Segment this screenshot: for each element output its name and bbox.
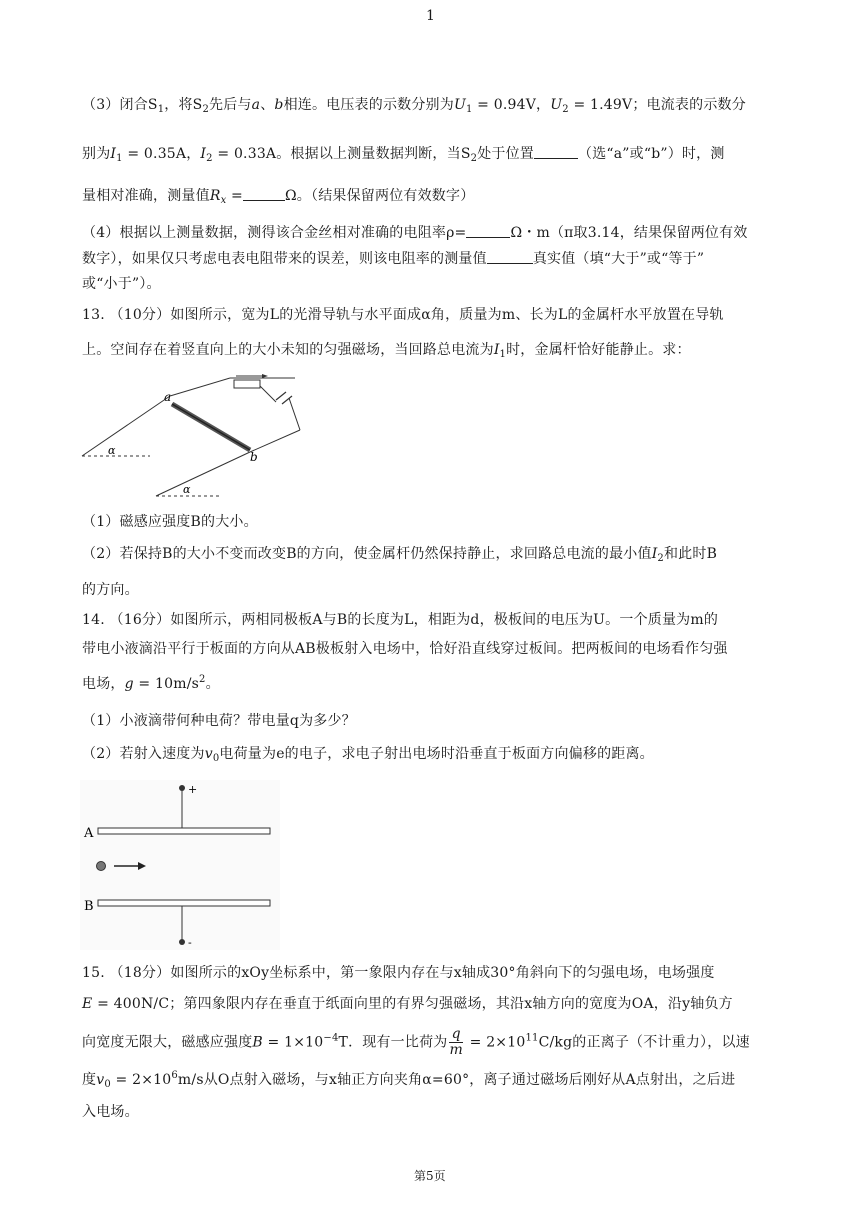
q13-p2-a: （2）若保持B的大小不变而改变B的方向，使金属杆仍然保持静止，求回路总电流的最小值 [82,546,652,562]
charge-mass-fraction [449,1027,462,1058]
q12-sub: 2 [562,104,569,115]
rheostat-arrow [262,374,268,378]
q15-sub: 0 [104,1079,111,1090]
q12-l3-c: Ω。（结果保留两位有效数字） [285,188,475,204]
q15-l3-c: T．现有一比荷为 [338,1034,448,1051]
q12-l3-a: 量相对准确，测量值 [82,188,210,204]
q12-sub: 2 [202,104,210,115]
droplet [97,862,106,871]
label-b: b [250,450,258,464]
q13-l2-b: 时，金属杆恰好能静止。求： [506,342,691,358]
answer-blank[interactable] [243,188,285,201]
q12-line-4 [82,222,748,242]
q12-i1-val: = 0.35A， [122,146,201,162]
q12-line-2 [82,143,725,164]
q13-sub: 2 [657,553,664,564]
q12-i2: I [200,146,207,162]
q13-part-2 [82,543,717,564]
q12-rx: R [209,188,221,204]
circuit-wire [289,398,300,430]
q14-sup: 2 [199,674,206,685]
q15-l3-e: C/kg的正离子（不计重力），以速 [538,1034,750,1051]
q15-v0: v [96,1072,105,1088]
q12-sub: 1 [465,104,473,115]
q12-sub-x: x [220,195,227,206]
q12-u1-val: = 0.94V， [472,97,551,113]
q15-sup: 11 [525,1032,539,1044]
q15-e: E [82,996,93,1012]
q15-line-3 [82,1027,750,1058]
q12-sub: 1 [157,104,165,115]
q15-l4-c: m/s从O点射入磁场，与x轴正方向夹角α=60°，离子通过磁场后刚好从A点射出，之后进 [177,1072,736,1088]
q15-line-5: 入电场。 [82,1104,139,1120]
q12-l1-c: 先后与 [209,97,252,113]
q12-line-3 [82,185,474,206]
q14-l3-c: = 10m/s [133,676,200,692]
q13-l2-a: 上。空间存在着竖直向上的大小未知的匀强磁场，当回路总电流为 [82,342,494,358]
q14-part-2 [82,743,654,764]
page-footer: 第5页 [414,1169,446,1183]
q14-p2-b: 电荷量为e的电子，求电子射出电场时沿垂直于板面方向偏移的距离。 [219,746,654,762]
q12-l4-b: Ω・m（π取3.14，结果保留两位有效 [510,225,748,241]
q12-l4-a: （4）根据以上测量数据，测得该合金丝相对准确的电阻率ρ= [82,225,467,241]
fraction-denominator: m [449,1042,463,1058]
q12-line-5 [82,248,704,268]
q12-u2-val: = 1.49V；电流表的示数分 [568,97,746,113]
q13-sub: 1 [499,349,507,360]
q12-l3-b: = [226,188,243,204]
q15-l3-b: = 1×10 [262,1034,324,1051]
q12-l1-f: b [274,97,284,113]
answer-blank[interactable] [487,251,533,264]
negative-terminal [179,939,185,945]
fraction-numerator: q [449,1027,462,1043]
q14-p2-a: （2）若射入速度为 [82,746,205,762]
alpha-label: α [183,483,191,496]
q12-l1-b: ，将S [164,97,203,113]
label-plate-b: B [84,899,94,914]
parallel-plates-figure [80,780,280,950]
q15-sup: −4 [323,1032,339,1044]
q15-l4-b: = 2×10 [110,1072,172,1088]
plate-a [98,828,270,834]
q14-sub: 0 [212,753,220,764]
q12-u1: U [453,97,466,113]
q15-line-4 [82,1069,735,1090]
q15-b: B [252,1034,263,1051]
q14-l3-a: 电场， [82,676,125,692]
q13-line-1: 13. （10分）如图所示，宽为L的光滑导轨与水平面成α角，质量为m、长为L的金属杆水平放置在导轨 [82,307,724,323]
q12-l2-a: 别为 [82,146,111,162]
bottom-rail [156,452,250,496]
q12-l1-d: a [251,97,261,113]
q13-part-2-cont: 的方向。 [82,582,139,598]
bottom-wire [250,430,300,452]
rheostat [234,380,260,388]
figure-background [80,780,280,950]
plus-sign: + [188,783,198,796]
alpha-label: α [108,444,116,457]
q15-line-1: 15. （18分）如图所示的xOy坐标系中，第一象限内存在与x轴成30°角斜向下的匀强电场，电场强度 [82,965,715,981]
label-plate-a: A [84,826,94,841]
q13-line-2 [82,339,691,360]
q13-i1: I [493,342,500,358]
q12-u2: U [550,97,563,113]
q12-sub: 1 [116,153,123,164]
q12-line-6: 或“小于”）。 [82,276,161,292]
q12-l1-a: （3）闭合S [82,97,158,113]
label-a: a [164,390,172,404]
q12-line-1 [82,94,746,115]
q13-i2: I [651,546,658,562]
circuit-wire [260,386,276,402]
plate-b [98,900,270,906]
q12-l2-b: 处于位置 [477,146,534,162]
q13-p2-b: 和此时B [663,546,718,562]
q15-l3-a: 向宽度无限大，磁感应强度 [82,1034,253,1051]
q12-i1: I [110,146,117,162]
answer-blank[interactable] [534,146,578,159]
q12-l5-a: 数字），如果仅只考虑电表电阻带来的误差，则该电阻率的测量值 [82,251,487,267]
q15-l2-b: = 400N/C；第四象限内存在垂直于纸面向里的有界匀强磁场，其沿x轴方向的宽度为OA，沿y轴负方 [92,996,733,1012]
battery-plate [276,392,286,400]
answer-blank[interactable] [466,225,510,238]
q12-l5-b: 真实值（填“大于”或“等于” [532,251,705,267]
minus-sign: - [188,936,192,949]
q14-v0: v [204,746,213,762]
incline-rail-figure [80,374,310,500]
positive-terminal [179,785,185,791]
q14-line-3 [82,673,220,693]
q14-l3-d: 。 [205,676,220,692]
page-number-top: 1 [426,8,435,24]
q15-line-2 [82,993,733,1013]
top-wire [170,378,230,396]
q13-part-1: （1）磁感应强度B的大小。 [82,514,258,530]
q14-line-1: 14. （16分）如图所示，两相同极板A与B的长度为L，相距为d，极板间的电压为U。一个质量为m的 [82,612,719,628]
q15-l3-d: = 2×10 [464,1034,526,1051]
q14-part-1: （1）小液滴带何种电荷？带电量q为多少？ [82,713,356,729]
q15-l4-a: 度 [82,1072,97,1088]
q12-sub: 2 [206,153,213,164]
q15-sup: 6 [171,1070,178,1081]
q12-i2-val: = 0.33A。根据以上测量数据判断，当S [212,146,471,162]
metal-rod-core [172,404,250,450]
q12-sub: 2 [470,153,478,164]
q12-l1-e: 、 [260,97,275,113]
q14-g: g [124,676,134,692]
q14-line-2: 带电小液滴沿平行于板面的方向从AB极板射入电场中，恰好沿直线穿过板间。把两板间的电场看作匀强 [82,641,728,657]
top-rail [82,396,170,456]
q12-l1-g: 相连。电压表的示数分别为 [283,97,454,113]
q12-l2-c: （选“a”或“b”）时，测 [578,146,725,162]
